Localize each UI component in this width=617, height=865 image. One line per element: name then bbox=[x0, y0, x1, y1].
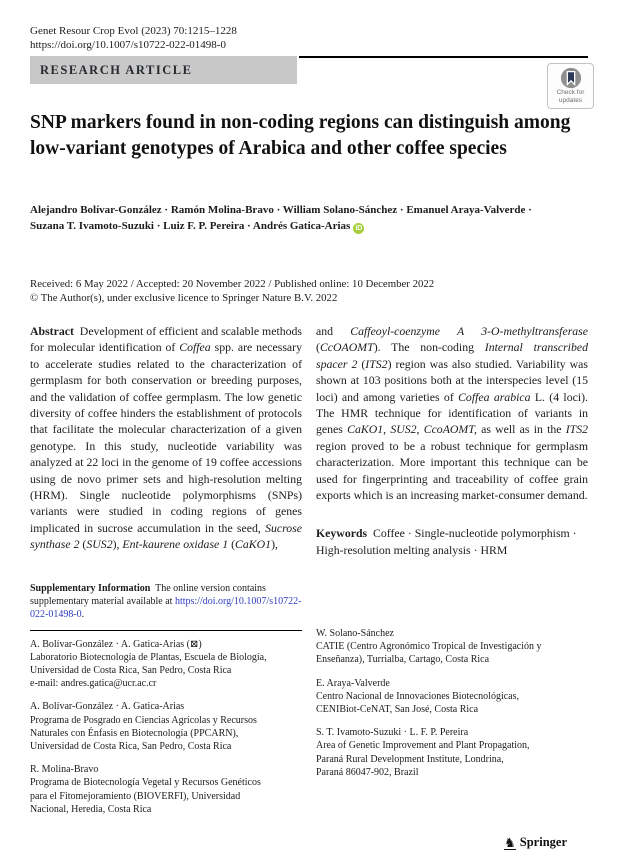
springer-horse-icon: ♞ bbox=[504, 834, 516, 850]
abstract-column-right bbox=[316, 323, 588, 558]
authors-line-2: Suzana T. Ivamoto-Suzuki · Luiz F. P. Pereira · Andrés Gatica-Arias bbox=[30, 220, 351, 232]
doi-link[interactable]: https://doi.org/10.1007/s10722-022-01498-0 bbox=[30, 39, 226, 51]
body-columns bbox=[30, 323, 588, 558]
affiliation-block: W. Solano-Sánchez CATIE (Centro Agronómico Tropical de Investigación y Enseñanza), Turrialba, Cartago, Costa Rica bbox=[316, 628, 542, 666]
abstract-text-left: Abstract Development of efficient and scalable methods for molecular identification of Coffea spp. are necessary to accelerate studies related to the characterization of germplasm for both conservation or breeding purposes, and the validation of coffee germplasm. The low genetic diversity of coffee hinders the establishment of protocols that facilitate the molecular characterization of a given genotype. In this study, nucleotide variability was analyzed at 22 loci in the genome of 19 coffee accessions using de novo primer sets and high-resolution melting (HRM). Single nucleotide polymorphisms (SNPs) variants were studied in coding regions of genes implicated in sucrose accumulation in the seed, Sucrose synthase 2 (SUS2), Ent-kaurene oxidase 1 (CaKO1), bbox=[30, 324, 303, 552]
authors-line-1: Alejandro Bolívar-González · Ramón Molina-Bravo · William Solano-Sánchez · Emanuel Araya-Valverde · bbox=[30, 204, 532, 216]
header-rule bbox=[299, 56, 588, 58]
supplementary-information: Supplementary Information The online version contains supplementary material available at https://doi.org/10.1007/s10722-022-01498-0. bbox=[30, 583, 302, 621]
publication-history bbox=[30, 278, 588, 305]
affiliation-block: R. Molina-Bravo Programa de Biotecnología Vegetal y Recursos Genéticos para el Fitomejoramiento (BIOVERFI), Universidad Nacional, Heredia, Costa Rica bbox=[30, 764, 261, 815]
affiliations-right bbox=[316, 627, 588, 779]
footnote-rule bbox=[30, 630, 302, 631]
publisher-name: Springer bbox=[519, 835, 567, 849]
article-type-label: RESEARCH ARTICLE bbox=[40, 62, 193, 77]
affiliation-block: A. Bolívar-González · A. Gatica-Arias (⊠) Laboratorio Biotecnología de Plantas, Escuela de Biología, Universidad de Costa Rica, San Pedro, Costa Rica e-mail: andres.gatica@ucr.ac.cr bbox=[30, 638, 267, 690]
footnotes-right-column bbox=[316, 627, 588, 789]
article-type-badge bbox=[30, 56, 297, 84]
history-line: Received: 6 May 2022 / Accepted: 20 November 2022 / Published online: 10 December 2022 bbox=[30, 278, 435, 290]
affiliation-block: S. T. Ivamoto-Suzuki · L. F. P. Pereira Area of Genetic Improvement and Plant Propagation, Paraná Rural Development Institute, Londrina, Paraná 86047-902, Brazil bbox=[316, 727, 530, 778]
check-updates-badge[interactable] bbox=[547, 63, 594, 109]
authors bbox=[30, 202, 588, 234]
copyright-notice: © The Author(s), under exclusive licence to Springer Nature B.V. 2022 bbox=[30, 291, 338, 304]
journal-reference: Genet Resour Crop Evol (2023) 70:1215–1228 bbox=[30, 25, 237, 37]
bookmark-icon bbox=[560, 67, 582, 89]
abstract-column-left bbox=[30, 323, 302, 558]
page-title: SNP markers found in non-coding regions can distinguish among low-variant genotypes of Arabica and other coffee species bbox=[30, 112, 571, 159]
abstract-text-right: and Caffeoyl-coenzyme A 3-O-methyltransferase (CcOAOMT). The non-coding Internal transcribed spacer 2 (ITS2) region was also studied. Variability was shown at 103 positions both at the interspecies level (15 loci) and among varieties of Coffea arabica L. (4 loci). The HMR technique for identification of variants in genes CaKO1, SUS2, CcoAOMT, as well as in the ITS2 region proved to be a robust technique for germplasm characterization. More important this technique can be used for fingerprinting and traceability of coffee grain exports which is an increasing market-consumer demand. bbox=[316, 324, 589, 503]
footnotes-left-column bbox=[30, 582, 302, 826]
springer-logo bbox=[504, 835, 567, 850]
check-updates-label: Check for updates bbox=[556, 89, 585, 104]
affiliation-block: A. Bolívar-González · A. Gatica-Arias Programa de Posgrado en Ciencias Agrícolas y Recursos Naturales con Énfasis en Biotecnología (PPCARN), Universidad de Costa Rica, San Pedro, Costa Rica bbox=[30, 701, 257, 753]
affiliations-left bbox=[30, 638, 302, 816]
affiliation-block: E. Araya-Valverde Centro Nacional de Innovaciones Biotecnológicas, CENIBiot-CeNAT, San José, Costa Rica bbox=[316, 677, 519, 716]
keywords: Keywords Coffee · Single-nucleotide polymorphism · High-resolution melting analysis · HRM bbox=[316, 526, 577, 557]
orcid-icon[interactable]: iD bbox=[355, 225, 363, 232]
